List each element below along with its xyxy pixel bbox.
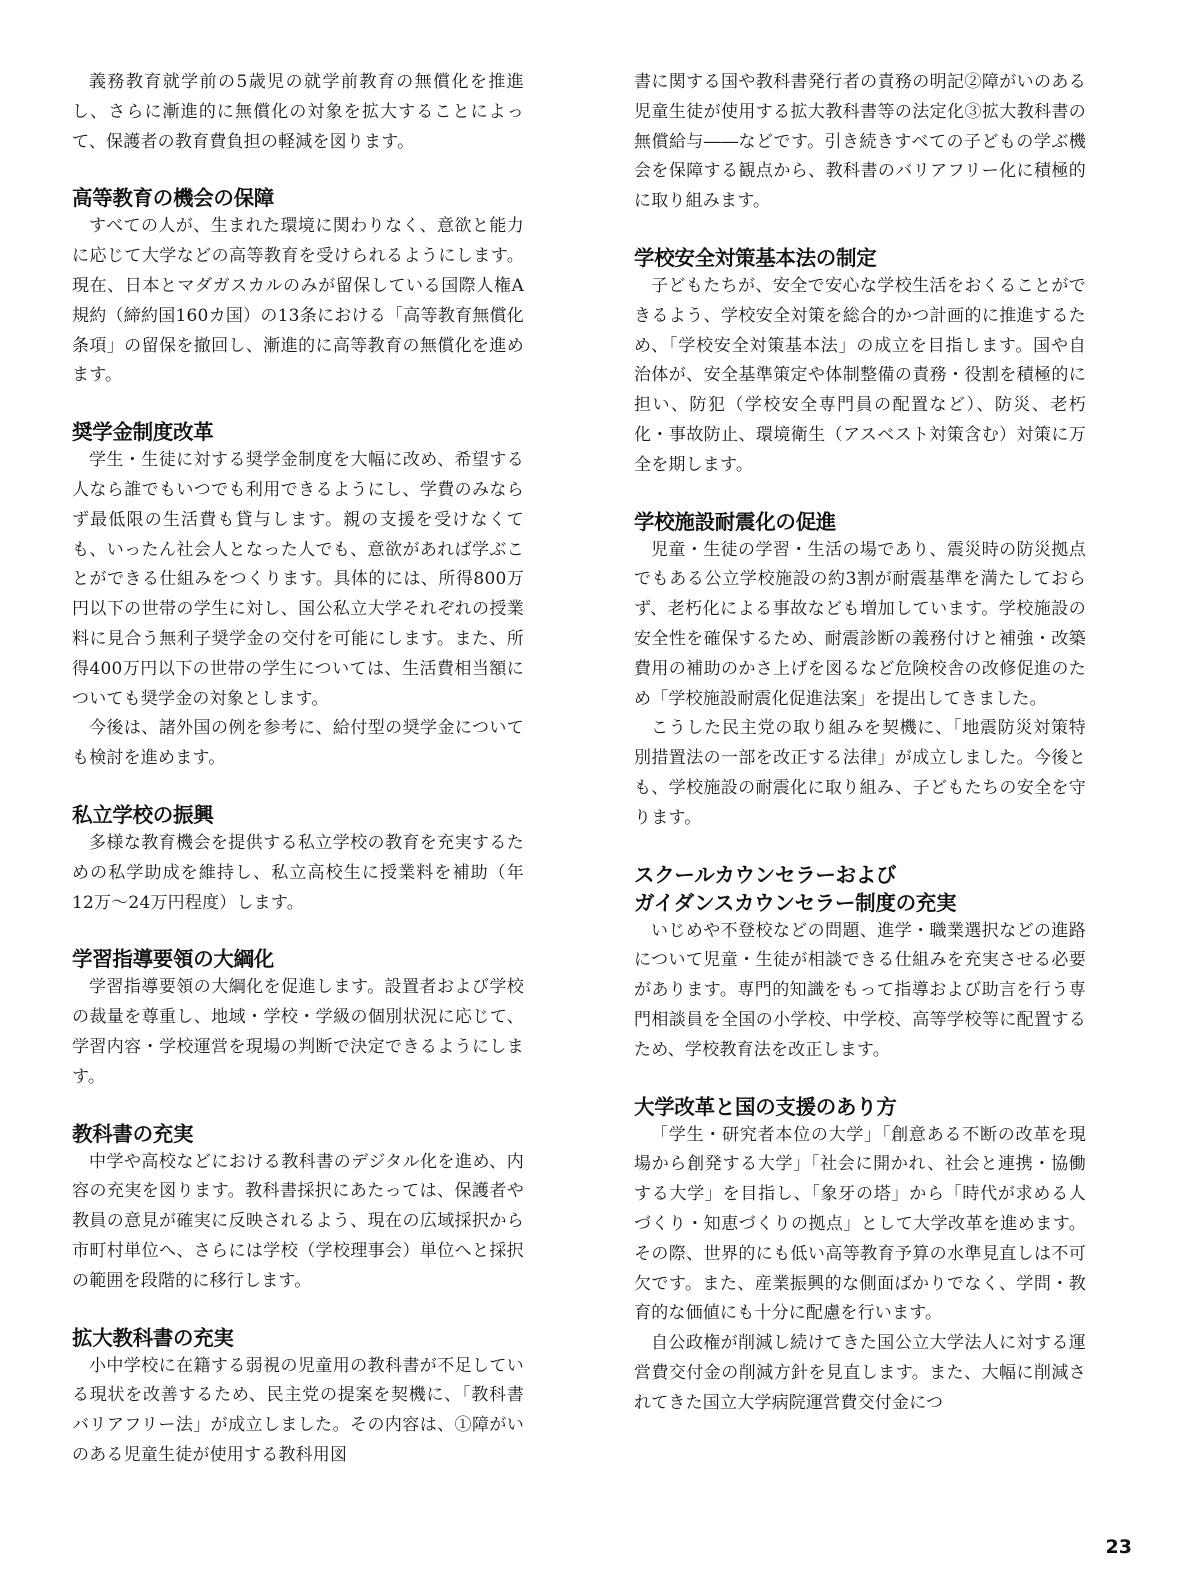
intro-section [72,68,524,157]
section-school-safety [634,244,1086,481]
left-column [72,68,524,1498]
section-heading [634,861,1086,917]
section-heading: 教科書の充実 [72,1121,194,1146]
section-private-schools [72,801,524,918]
section-textbooks [72,1120,524,1297]
right-column [634,68,1086,1445]
heading-line-1: スクールカウンセラーおよび [634,862,897,887]
section-paragraph: こうした民主党の取り組みを契機に、「地震防災対策特別措置法の一部を改正する法律」が成立しました。今後とも、学校施設の耐震化に取り組み、子どもたちの安全を守ります。 [634,718,1086,828]
section-paragraph: 今後は、諸外国の例を参考に、給付型の奨学金についても検討を進めます。 [72,718,524,769]
section-earthquake-proofing [634,508,1086,834]
section-counselors [634,861,1086,1066]
continuation-paragraph: 書に関する国や教科書発行者の責務の明記②障がいのある児童生徒が使用する拡大教科書等の法定化③拡大教科書の無償給与――などです。引き続きすべての子どもの学ぶ機会を保障する観点から、教科書のバリアフリー化に積極的に取り組みます。 [634,72,1086,212]
section-heading: 拡大教科書の充実 [72,1325,234,1350]
section-paragraph: 中学や高校などにおける教科書のデジタル化を進め、内容の充実を図ります。教科書採択にあたっては、保護者や教員の意見が確実に反映されるよう、現在の広域採択から市町村単位へ、さらには学校（学校理事会）単位へと採択の範囲を段階的に移行します。 [72,1151,524,1291]
section-heading: 奨学金制度改革 [72,420,214,445]
page-number: 23 [1105,1536,1132,1558]
section-higher-education [72,184,524,391]
section-scholarship [72,418,524,774]
section-heading: 私立学校の振興 [72,802,214,827]
section-paragraph: いじめや不登校などの問題、進学・職業選択などの進路について児童・生徒が相談できる仕組みを充実させる必要があります。専門的知識をもって指導および助言を行う専門相談員を全国の小学校、中学校、高等学校等に配置するため、学校教育法を改正します。 [634,920,1086,1060]
section-paragraph: 学生・生徒に対する奨学金制度を大幅に改め、希望する人なら誰でもいつでも利用できるようにし、学費のみならず最低限の生活費も貸与します。親の支援を受けなくても、いったん社会人となった人でも、意欲があれば学ぶことができる仕組みをつくります。具体的には、所得800万円以下の世帯の学生に対し、国公私立大学それぞれの授業料に見合う無利子奨学金の交付を可能にします。また、所得400万円以下の世帯の学生については、生活費相当額についても奨学金の対象とします。 [72,450,524,709]
section-paragraph: 多様な教育機会を提供する私立学校の教育を充実するための私学助成を維持し、私立高校生に授業料を補助（年12万～24万円程度）します。 [72,832,524,913]
section-heading: 高等教育の機会の保障 [72,186,274,211]
section-heading: 大学改革と国の支援のあり方 [634,1094,897,1119]
intro-paragraph: 義務教育就学前の5歳児の就学前教育の無償化を推進し、さらに漸進的に無償化の対象を拡大することによって、保護者の教育費負担の軽減を図ります。 [72,72,524,152]
section-paragraph: 自公政権が削減し続けてきた国公立大学法人に対する運営費交付金の削減方針を見直します。また、大幅に削減されてきた国立大学病院運営費交付金につ [634,1333,1086,1413]
continuation-section [634,68,1086,217]
section-curriculum [72,945,524,1092]
section-heading: 学校安全対策基本法の制定 [634,245,877,270]
section-paragraph: 子どもたちが、安全で安心な学校生活をおくることができるよう、学校安全対策を総合的かつ計画的に推進するため、「学校安全対策基本法」の成立を目指します。国や自治体が、安全基準策定や体制整備の責務・役割を積極的に担い、防犯（学校安全専門員の配置など）、防災、老朽化・事故防止、環境衛生（アスベスト対策含む）対策に万全を期します。 [634,275,1086,475]
section-paragraph: 「学生・研究者本位の大学」「創意ある不断の改革を現場から創発する大学」「社会に開かれ、社会と連携・協働する大学」を目指し、「象牙の塔」から「時代が求める人づくり・知恵づくりの拠点」として大学改革を進めます。その際、世界的にも低い高等教育予算の水準見直しは不可欠です。また、産業振興的な側面ばかりでなく、学問・教育的な価値にも十分に配慮を行います。 [634,1124,1086,1324]
heading-line-2: ガイダンスカウンセラー制度の充実 [634,890,957,915]
section-paragraph: 児童・生徒の学習・生活の場であり、震災時の防災拠点でもある公立学校施設の約3割が耐震基準を満たしておらず、老朽化による事故なども増加しています。学校施設の安全性を確保するため、耐震診断の義務付けと補強・改築費用の補助のかさ上げを図るなど危険校舎の改修促進のため「学校施設耐震化促進法案」を提出してきました。 [634,539,1086,709]
section-heading: 学校施設耐震化の促進 [634,509,836,534]
section-enlarged-textbooks [72,1324,524,1471]
section-university-reform [634,1093,1086,1419]
section-paragraph: すべての人が、生まれた環境に関わりなく、意欲と能力に応じて大学などの高等教育を受けられるようにします。現在、日本とマダガスカルのみが留保している国際人権A規約（締約国160カ国）の13条における「高等教育無償化条項」の留保を撤回し、漸進的に高等教育の無償化を進めます。 [72,216,524,386]
section-paragraph: 小中学校に在籍する弱視の児童用の教科書が不足している現状を改善するため、民主党の提案を契機に、「教科書バリアフリー法」が成立しました。その内容は、①障がいのある児童生徒が使用する教科用図 [72,1355,524,1465]
section-heading: 学習指導要領の大綱化 [72,947,274,972]
section-paragraph: 学習指導要領の大綱化を促進します。設置者および学校の裁量を尊重し、地域・学校・学級の個別状況に応じて、学習内容・学校運営を現場の判断で決定できるようにします。 [72,977,524,1087]
